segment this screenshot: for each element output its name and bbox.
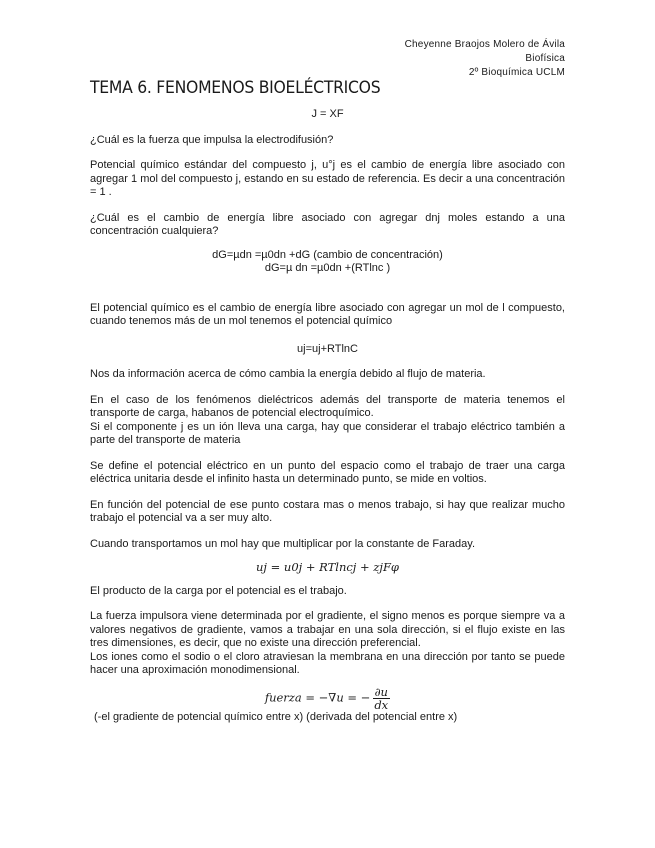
equation-force-lhs: fuerza = −∇u = −	[264, 690, 371, 704]
paragraph-standard-potential: Potencial químico estándar del compuesto j, u°j es el cambio de energía libre asociado con agregar 1 mol del compuesto j, estando en su estado de referencia. Es decir a una concentración = 1 .	[90, 159, 565, 198]
paragraph-function: En función del potencial de ese punto costara mas o menos trabajo, si hay que realizar mucho trabajo el potencial va a ser muy alto.	[90, 498, 565, 524]
paragraph-dielectric: En el caso de los fenómenos dieléctricos además del transporte de materia tenemos el transporte de carga, habanos de potencial electroquímico.	[90, 393, 565, 419]
subject-name: Biofísica	[525, 53, 565, 64]
equation-force	[90, 686, 565, 711]
fraction	[372, 686, 390, 711]
fraction-numerator: ∂u	[374, 684, 388, 699]
document-body	[90, 108, 565, 724]
paragraph-ions: Los iones como el sodio o el cloro atraviesan la membrana en una dirección por tanto se puede hacer una aproximación monodimensional.	[90, 650, 565, 676]
paragraph-chemical-potential: El potencial químico es el cambio de energía libre asociado con agregar un mol de l compuesto, cuando tenemos más de un mol tenemos el potencial químico	[90, 301, 565, 327]
paragraph-definition: Se define el potencial eléctrico en un punto del espacio como el trabajo de traer una carga eléctrica unitaria desde el infinito hasta un determinado punto, se mide en voltios.	[90, 459, 565, 485]
paragraph-info: Nos da información acerca de cómo cambia la energía debido al flujo de materia.	[90, 368, 486, 380]
equation-dg-2: dG=µ dn =µ0dn +(RTlnc )	[264, 262, 391, 274]
paragraph-component: Si el componente j es un ión lleva una carga, hay que considerar el trabajo eléctrico también a parte del transporte de materia	[90, 420, 565, 446]
document-title: TEMA 6. FENOMENOS BIOELÉCTRICOS	[90, 78, 381, 98]
equation-faraday: uj = u0j + RTlncj + zjFφ	[256, 560, 399, 574]
paragraph-force: La fuerza impulsora viene determinada por el gradiente, el signo menos es porque siempre va a valores negativos de gradiente, vamos a trabajar en una sola dirección, si el flujo existe en las tres dimensiones, es decir, que no existe una dirección preferencial.	[90, 610, 565, 649]
question-free-energy: ¿Cuál es el cambio de energía libre asociado con agregar dnj moles estando a una concentración cualquiera?	[90, 211, 565, 237]
equation-flux: J = XF	[311, 108, 344, 120]
course-name: 2º Bioquímica UCLM	[468, 67, 565, 78]
fraction-denominator: dx	[374, 697, 389, 712]
equation-uj: uj=uj+RTlnC	[297, 342, 358, 355]
paragraph-faraday: Cuando transportamos un mol hay que multiplicar por la constante de Faraday.	[90, 537, 476, 550]
document-header	[405, 38, 565, 80]
question-driving-force: ¿Cuál es la fuerza que impulsa la electrodifusión?	[90, 133, 334, 146]
author-name: Cheyenne Braojos Molero de Ávila	[404, 39, 565, 50]
paragraph-gradient: (-el gradiente de potencial químico entre x) (derivada del potencial entre x)	[94, 710, 458, 723]
paragraph-product: El producto de la carga por el potencial es el trabajo.	[90, 584, 347, 597]
equation-dg-1: dG=µdn =µ0dn +dG (cambio de concentración)	[212, 248, 443, 261]
